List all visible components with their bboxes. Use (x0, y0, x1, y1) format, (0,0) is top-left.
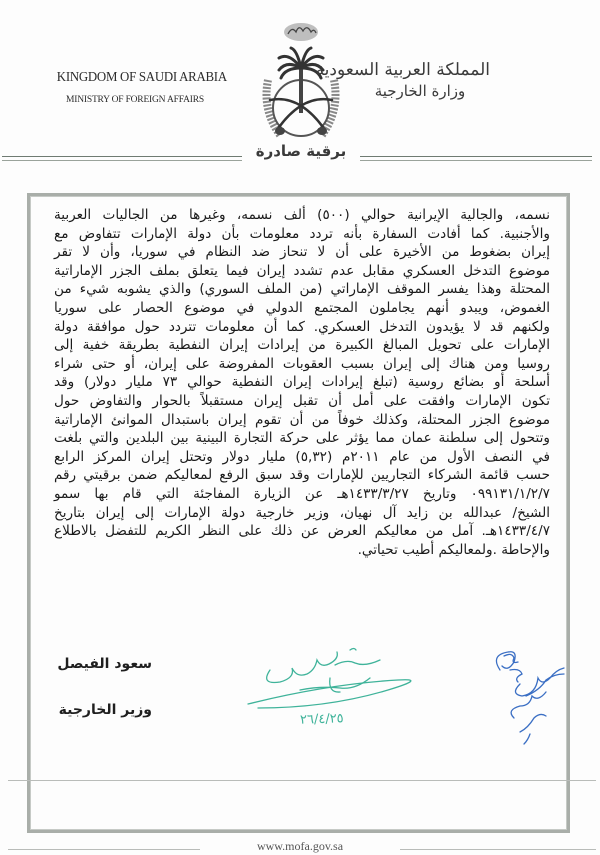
body-line: والإحاطة .ولمعاليكم أطيب تحياتي. (357, 541, 550, 558)
body-line: تكون الإمارات وافقت على أمل أن تقبل إيران مستقبلاً بالحوار والتفاوض حول (54, 392, 550, 409)
bottom-rule (8, 780, 596, 781)
body-line: روسيا ومن هناك إلى إيران بسبب العقوبات المفروضة على إيران، أو حتى شراء (54, 355, 550, 372)
saudi-emblem-icon (246, 10, 356, 150)
ministry-name-ar: وزارة الخارجية (374, 82, 466, 100)
body-line: الإمارات على تحويل المبالغ الكبيرة من إيرادات إيران النفطية بطريقة خفية إلى (54, 337, 550, 354)
body-line: ١٤٣٣/٤/٧هـ. آمل من معاليكم العرض عن ذلك على النظر الكريم للتفضل بالاطلاع (54, 523, 550, 540)
footer-url-text: www.mofa.gov.sa (256, 839, 344, 853)
body-line: ٠٩٩١٣١/١/٢/٧ وتاريخ ١٤٣٣/٣/٢٧هـ عن الزيارة المفاجئة التي قام بها سمو (54, 485, 550, 502)
footer-url (200, 839, 400, 854)
english-letterhead (50, 70, 227, 105)
arabic-letterhead (315, 60, 490, 100)
header-divider-right (360, 156, 592, 161)
body-line: نسمه، والجالية الإيرانية حوالي (٥٠٠) ألف نسمه، وغيرها من الجاليات العربية (54, 207, 550, 223)
ministry-name-en: MINISTRY OF FOREIGN AFFAIRS (66, 95, 204, 105)
body-line: في النصف الأول من عام ٢٠١١م (٥,٣٢) مليار دولار وتحتل إيران المركز الرابع (54, 448, 550, 465)
body-line: الشيخ/ عبدالله بن زايد آل نهيان، وزير خارجية دولة الإمارات إلى إيران بتاريخ (54, 504, 550, 521)
body-line: الغموض، ويبدو أنهم يجاملون المجتمع الدولي في موضوع الحصار على سوريا (54, 299, 550, 316)
body-line: حسب قائمة الشركاء التجاريين للإمارات وقد سبق الرفع لمعاليكم ضمن برقيتي رقم (54, 467, 550, 484)
handwritten-date: ٢٦/٤/٢٥ (299, 711, 344, 728)
body-line: موضوع التدخل العسكري مقابل عدم تشدد إيران فيما يتعلق بملف الجزر الإماراتية (54, 262, 550, 279)
signatory-title: وزير الخارجية (58, 702, 152, 718)
body-line: ولكنهم قد لا يؤيدون التدخل العسكري. كما أن معلومات تتردد حول موافقة دولة (54, 318, 550, 335)
kingdom-name-ar: المملكة العربية السعودية (315, 60, 490, 80)
body-line: والأجنبية. كما أفادت السفارة بأنه تردد معلومات بأن دولة الإمارات تتفاوض مع (54, 225, 550, 242)
letter-body (54, 206, 550, 559)
cable-type-title: برقية صادرة (255, 142, 347, 160)
body-line: إيران بضغوط من الأخيرة على أن لا تنحاز ضد النظام في سوريا، وأن لا تقر (54, 244, 550, 261)
handwritten-annotation-icon (480, 640, 570, 750)
body-line: المحتلة وهذا يفسر الموقف الإماراتي (من الملف السوري) والذي يشوبه شيء من (54, 281, 550, 298)
body-line: أسلحة أو بضائع روسية (تبلغ إيرادات إيران النفطية حوالي ٧٣ مليار دولار) وقد (54, 374, 550, 391)
kingdom-name-en: KINGDOM OF SAUDI ARABIA (56, 70, 227, 85)
body-line: موضوع الجزر المحتلة، وكذلك خوفاً من أن تقوم إيران باستبدال الموانئ الإماراتية (54, 411, 550, 428)
body-line: وتتحول إلى سلطنة عمان مما يؤثر على حركة التجارة البينية بين البلدين والتي بلغت (54, 430, 550, 447)
header-divider-left (2, 156, 242, 161)
signatory-name: سعود الفيصل (57, 656, 152, 672)
